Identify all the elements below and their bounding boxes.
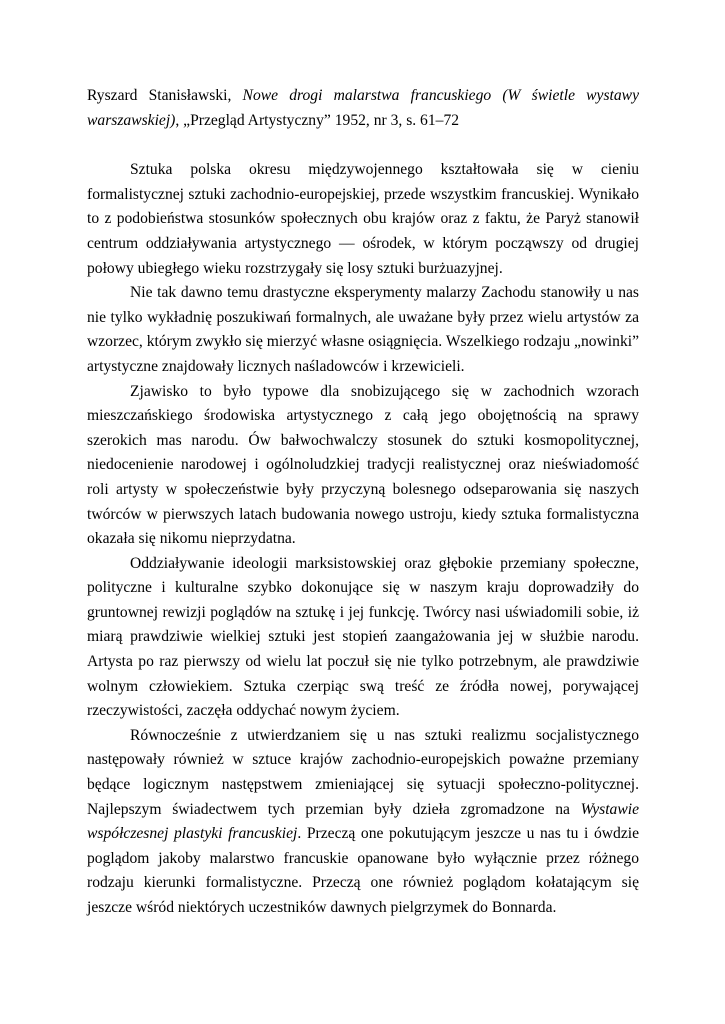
document-page xyxy=(87,84,639,921)
citation-title: Nowe drogi malarstwa francuskiego (W świetle wystawy warszawskiej) xyxy=(87,87,639,129)
citation xyxy=(87,84,639,133)
paragraph-4: Oddziaływanie ideologii marksistowskiej oraz głębokie przemiany społeczne, polityczne i kulturalne szybko dokonujące się w naszym kraju doprowadziły do gruntownej rewizji poglądów na sztukę i jej funkcję. Twórcy nasi uświadomili sobie, iż miarą prawdziwie wielkiej sztuki jest stopień zaangażowania jej w służbie narodu. Artysta po raz pierwszy od wielu lat poczuł się nie tylko potrzebnym, ale prawdziwie wolnym człowiekiem. Sztuka czerpiąc swą treść ze źródła nowej, porywającej rzeczywistości, zaczęła oddychać nowym życiem. xyxy=(87,554,639,720)
paragraph-2: Nie tak dawno temu drastyczne eksperymenty malarzy Zachodu stanowiły u nas nie tylko wykładnię poszukiwań formalnych, ale uważane były przez wielu artystów za wzorzec, którym zwykło się mierzyć własne osiągnięcia. Wszelkiego rodzaju „nowinki” artystyczne znajdowały licznych naśladowców i krzewicieli. xyxy=(87,284,639,375)
paragraph-5-part-1: Równocześnie z utwierdzaniem się u nas sztuki realizmu socjalistycznego następowały również w sztuce krajów zachodnio-europejskich poważne przemiany będące logicznym następstwem zmieniającej się sytuacji społeczno-politycznej. Najlepszym świadectwem tych przemian były dzieła zgromadzone na xyxy=(87,726,639,818)
exhibition-title: Wystawie współczesnej plastyki francuskiej xyxy=(87,800,639,843)
paragraph-5-part-2: . Przeczą one pokutującym jeszcze u nas tu i ówdzie poglądom jakoby malarstwo francuskie opanowane było wyłącznie przez różnego rodzaju kierunki formalistyczne. Przeczą one również poglądom kołatającym się jeszcze wśród niektórych uczestników dawnych pielgrzymek do Bonnarda. xyxy=(87,825,639,916)
paragraph-3: Zjawisko to było typowe dla snobizującego się w zachodnich wzorach mieszczańskiego środowiska artystycznego z całą jego obojętnością na sprawy szerokich mas narodu. Ów bałwochwalczy stosunek do sztuki kosmopolitycznej, niedocenienie narodowej i ogólnoludzkiej tradycji realistycznej oraz nieświadomość roli artysty w społeczeństwie były przyczyną bolesnego odseparowania się naszych twórców w pierwszych latach budowania nowego ustroju, kiedy sztuka formalistyczna okazała się nikomu nieprzydatna. xyxy=(87,382,639,548)
citation-author: Ryszard Stanisławski, xyxy=(87,87,243,104)
citation-source: , „Przegląd Artystyczny” 1952, nr 3, s. 61–72 xyxy=(175,111,460,129)
paragraph-5 xyxy=(87,724,639,921)
paragraph-1: Sztuka polska okresu międzywojennego kształtowała się w cieniu formalistycznej sztuki zachodnio-europejskiej, przede wszystkim francuskiej. Wynikało to z podobieństwa stosunków społecznych obu krajów oraz z faktu, że Paryż stanowił centrum oddziaływania artystycznego — ośrodek, w którym począwszy od drugiej połowy ubiegłego wieku rozstrzygały się losy sztuki burżuazyjnej. xyxy=(87,161,639,277)
